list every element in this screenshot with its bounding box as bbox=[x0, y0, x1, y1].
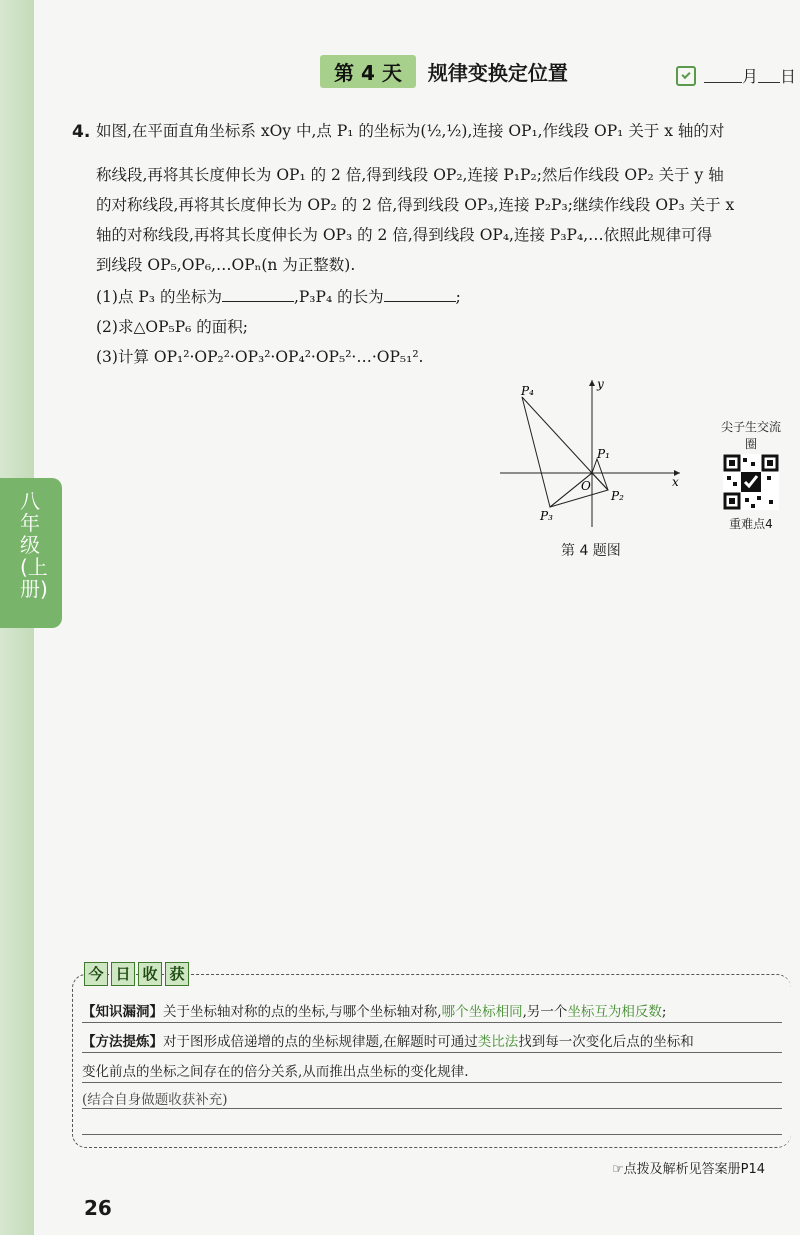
question-line-5: 到线段 OP₅,OP₆,…OPₙ(n 为正整数). bbox=[96, 256, 356, 274]
question-line-1: 如图,在平面直角坐标系 xOy 中,点 P₁ 的坐标为(½,½),连接 OP₁,作线段 OP₁ 关于 x 轴的对 bbox=[96, 122, 725, 140]
calendar-check-icon bbox=[676, 66, 696, 86]
grade-tab bbox=[0, 478, 62, 628]
triangle-o-p2-p3 bbox=[550, 473, 608, 507]
qr-top-label: 尖子生交流圈 bbox=[720, 420, 781, 451]
answer-reference: ☞点拨及解析见答案册P14 bbox=[612, 1162, 766, 1177]
page-header bbox=[320, 56, 568, 86]
label-y: y bbox=[597, 377, 604, 391]
qr-code-block[interactable] bbox=[716, 418, 786, 532]
label-p2: P₂ bbox=[611, 489, 624, 503]
method-line: 【方法提炼】对于图形成倍递增的点的坐标规律题,在解题时可通过类比法找到每一次变化后点的坐标和 bbox=[82, 1034, 694, 1050]
label-origin: O bbox=[581, 479, 591, 493]
knowledge-line: 【知识漏洞】关于坐标轴对称的点的坐标,与哪个坐标轴对称,哪个坐标相同,另一个坐标互为相反数; bbox=[82, 1004, 667, 1020]
question-figure bbox=[495, 372, 695, 537]
summary-tag bbox=[84, 962, 192, 986]
question-line-2: 称线段,再将其长度伸长为 OP₁ 的 2 倍,得到线段 OP₂,连接 P₁P₂;然后作线段 OP₂ 关于 y 轴 bbox=[96, 166, 724, 184]
triangle-o-p1-p2 bbox=[592, 459, 608, 490]
summary-tag-char: 今 bbox=[84, 962, 108, 986]
qr-code-icon[interactable] bbox=[723, 454, 779, 510]
question-part-3: (3)计算 OP₁²·OP₂²·OP₃²·OP₄²·OP₅²·…·OP₅₁². bbox=[96, 348, 424, 366]
question-part-2: (2)求△OP₅P₆ 的面积; bbox=[96, 318, 249, 336]
method-line-2: 变化前点的坐标之间存在的倍分关系,从而推出点坐标的变化规律. bbox=[82, 1064, 469, 1080]
question-line-3: 的对称线段,再将其长度伸长为 OP₂ 的 2 倍,得到线段 OP₃,连接 P₂P₃;继续作线段 OP₃ 关于 x bbox=[96, 196, 735, 214]
y-axis-arrow bbox=[589, 380, 595, 386]
qr-bottom-label: 重难点4 bbox=[729, 517, 773, 531]
question-line-4: 轴的对称线段,再将其长度伸长为 OP₃ 的 2 倍,得到线段 OP₄,连接 P₃P₄,…依照此规律可得 bbox=[96, 226, 713, 244]
month-label: 月 bbox=[742, 67, 759, 86]
summary-tag-char: 收 bbox=[138, 962, 162, 986]
day-badge: 第 4 天 bbox=[320, 55, 416, 88]
question-part-1: (1)点 P₃ 的坐标为 ,P₃P₄ 的长为 ; bbox=[96, 288, 461, 306]
answer-blank[interactable] bbox=[222, 287, 294, 302]
label-p4: P₄ bbox=[521, 384, 534, 398]
page-title: 规律变换定位置 bbox=[427, 60, 568, 85]
answer-blank[interactable] bbox=[384, 287, 456, 302]
label-p1: P₁ bbox=[597, 447, 610, 461]
date-field bbox=[676, 64, 796, 87]
summary-tag-char: 日 bbox=[111, 962, 135, 986]
figure-caption: 第 4 题图 bbox=[561, 543, 621, 559]
question-number: 4. bbox=[72, 122, 91, 142]
label-p3: P₃ bbox=[540, 509, 553, 523]
day-label: 日 bbox=[780, 67, 797, 86]
label-x: x bbox=[672, 475, 679, 489]
supplement-note: (结合自身做题收获补充) bbox=[82, 1092, 228, 1108]
page-number: 26 bbox=[84, 1196, 112, 1220]
grade-label: 八年级(上册) bbox=[20, 489, 48, 601]
summary-tag-char: 获 bbox=[165, 962, 189, 986]
